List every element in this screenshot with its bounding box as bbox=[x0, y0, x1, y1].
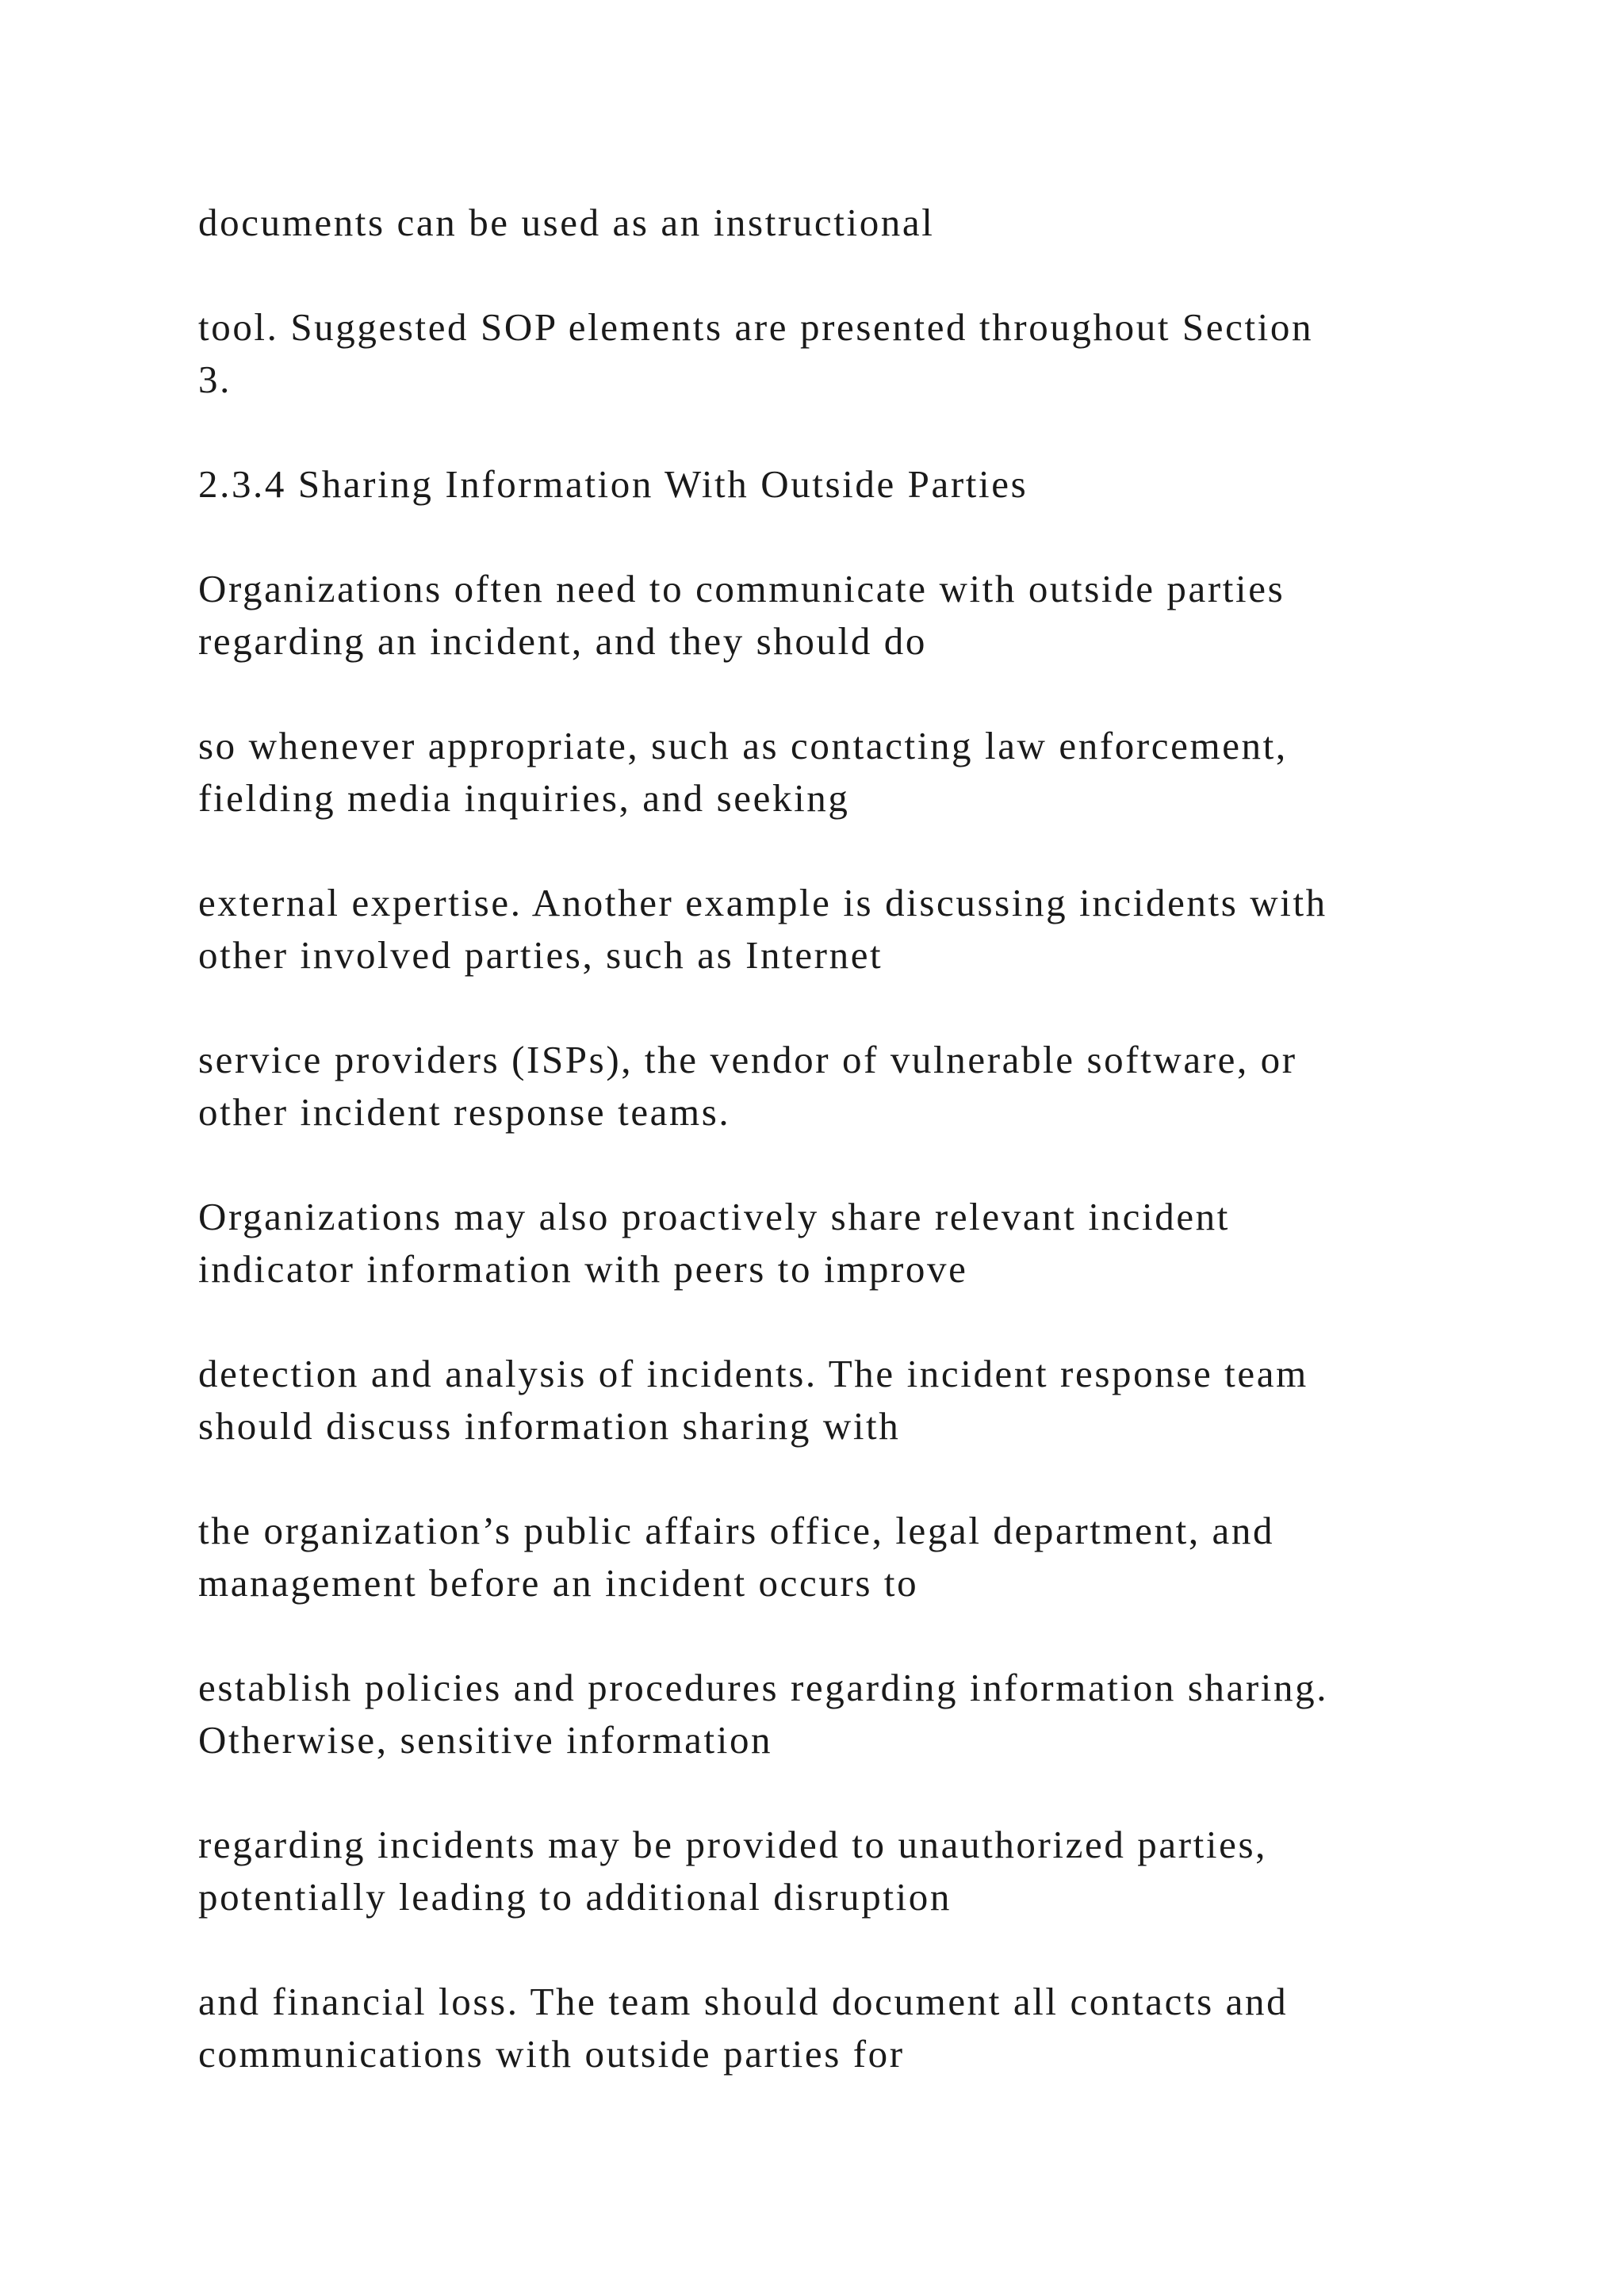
text-line: and financial loss. The team should document all contacts and bbox=[198, 1980, 1289, 2023]
text-line: potentially leading to additional disruption bbox=[198, 1875, 952, 1919]
text-line: the organization’s public affairs office, legal department, and bbox=[198, 1509, 1275, 1552]
paragraph bbox=[198, 1662, 1507, 1766]
text-line: fielding media inquiries, and seeking bbox=[198, 776, 850, 820]
text-line: regarding incidents may be provided to unauthorized parties, bbox=[198, 1823, 1267, 1866]
paragraph bbox=[198, 1819, 1507, 1923]
paragraph bbox=[198, 720, 1507, 825]
paragraph bbox=[198, 1034, 1507, 1138]
text-line: Organizations may also proactively share relevant incident bbox=[198, 1195, 1230, 1238]
paragraph bbox=[198, 1348, 1507, 1452]
paragraph bbox=[198, 301, 1507, 406]
text-line: other involved parties, such as Internet bbox=[198, 933, 883, 977]
text-line: indicator information with peers to improve bbox=[198, 1247, 968, 1291]
text-line: so whenever appropriate, such as contacting law enforcement, bbox=[198, 724, 1288, 767]
paragraph bbox=[198, 1191, 1507, 1295]
text-line: regarding an incident, and they should do bbox=[198, 619, 927, 663]
text-line: establish policies and procedures regarding information sharing. bbox=[198, 1666, 1329, 1709]
paragraph bbox=[198, 1505, 1507, 1609]
text-line: tool. Suggested SOP elements are presented throughout Section bbox=[198, 305, 1314, 349]
text-line: other incident response teams. bbox=[198, 1090, 731, 1134]
text-line: external expertise. Another example is discussing incidents with bbox=[198, 881, 1327, 924]
text-line: should discuss information sharing with bbox=[198, 1404, 901, 1448]
text-line: communications with outside parties for bbox=[198, 2032, 905, 2076]
text-line: Organizations often need to communicate with outside parties bbox=[198, 567, 1285, 610]
text-line: management before an incident occurs to bbox=[198, 1561, 919, 1605]
text-line: documents can be used as an instructional bbox=[198, 201, 935, 244]
text-line: 2.3.4 Sharing Information With Outside Parties bbox=[198, 462, 1028, 506]
paragraph bbox=[198, 563, 1507, 668]
text-line: service providers (ISPs), the vendor of vulnerable software, or bbox=[198, 1038, 1297, 1081]
text-line: Otherwise, sensitive information bbox=[198, 1718, 773, 1762]
text-line: 3. bbox=[198, 358, 232, 401]
paragraph bbox=[198, 197, 1507, 249]
paragraph bbox=[198, 1976, 1507, 2080]
text-line: detection and analysis of incidents. The incident response team bbox=[198, 1352, 1308, 1395]
paragraph bbox=[198, 877, 1507, 982]
section-heading bbox=[198, 458, 1507, 511]
